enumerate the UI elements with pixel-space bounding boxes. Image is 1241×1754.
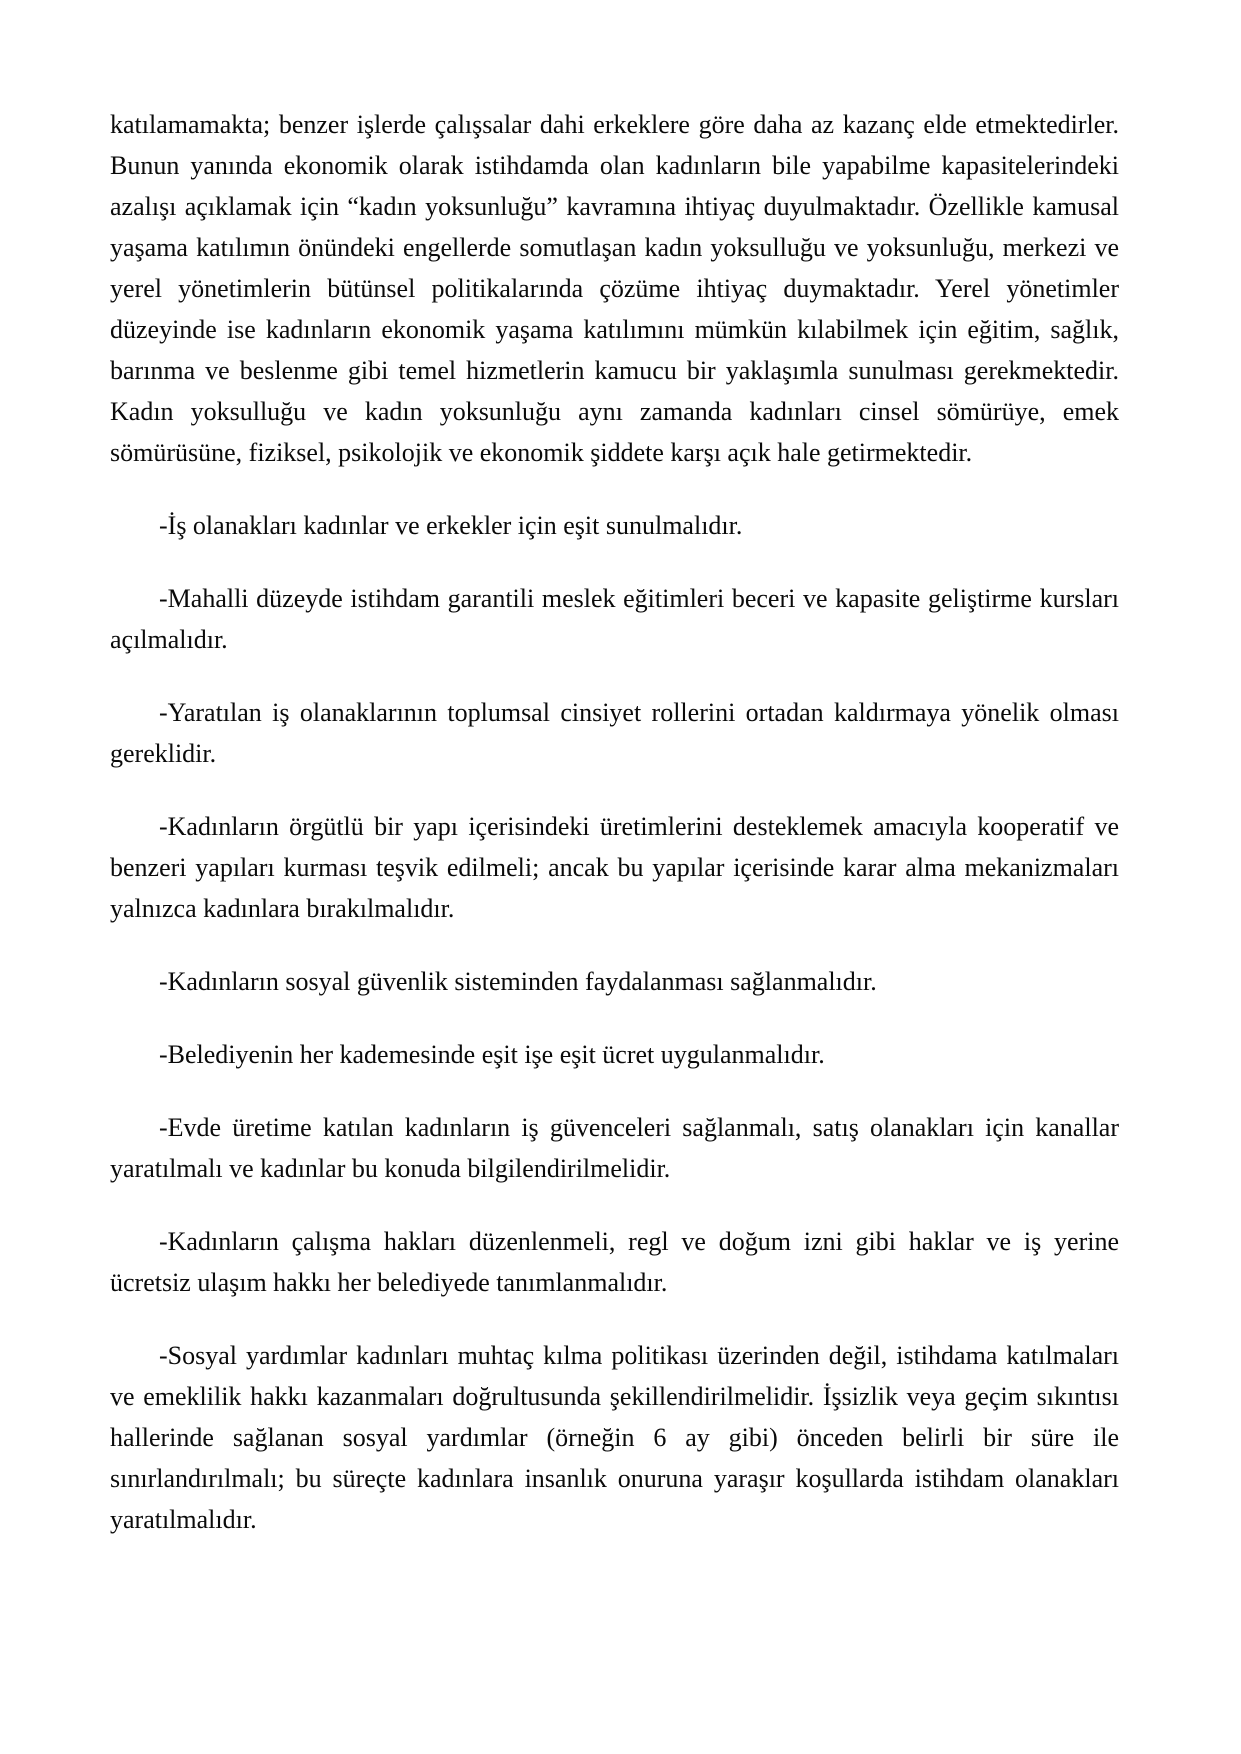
- list-item: -Kadınların sosyal güvenlik sisteminden faydalanması sağlanmalıdır.: [159, 967, 877, 996]
- body-paragraph: katılamamakta; benzer işlerde çalışsalar dahi erkeklere göre daha az kazanç elde etmektedirler. Bunun yanında ekonomik olarak istihdamda olan kadınların bile yapabilme kapasitelerindeki azalışı açıklamak için “kadın yoksunluğu” kavramına ihtiyaç duyulmaktadır. Özellikle kamusal yaşama katılımın önündeki engellerde somutlaşan kadın yoksulluğu ve yoksunluğu, merkezi ve yerel yönetimlerin bütünsel politikalarında çözüme ihtiyaç duymaktadır. Yerel yönetimler düzeyinde ise kadınların ekonomik yaşama katılımını mümkün kılabilmek için eğitim, sağlık, barınma ve beslenme gibi temel hizmetlerin kamucu bir yaklaşımla sunulması gerekmektedir. Kadın yoksulluğu ve kadın yoksunluğu aynı zamanda kadınları cinsel sömürüye, emek sömürüsüne, fiziksel, psikolojik ve ekonomik şiddete karşı açık hale getirmektedir.: [110, 110, 1119, 467]
- list-item: -İş olanakları kadınlar ve erkekler için eşit sunulmalıdır.: [159, 511, 743, 540]
- list-item: -Yaratılan iş olanaklarının toplumsal cinsiyet rollerini ortadan kaldırmaya yönelik olması gereklidir.: [110, 698, 1119, 768]
- list-item: -Evde üretime katılan kadınların iş güvenceleri sağlanmalı, satış olanakları için kanallar yaratılmalı ve kadınlar bu konuda bilgilendirilmelidir.: [110, 1113, 1119, 1183]
- list-item: -Kadınların çalışma hakları düzenlenmeli, regl ve doğum izni gibi haklar ve iş yerine ücretsiz ulaşım hakkı her belediyede tanımlanmalıdır.: [110, 1227, 1119, 1297]
- list-item: -Belediyenin her kademesinde eşit işe eşit ücret uygulanmalıdır.: [159, 1040, 825, 1069]
- list-item: -Kadınların örgütlü bir yapı içerisindeki üretimlerini desteklemek amacıyla kooperatif ve benzeri yapıları kurması teşvik edilmeli; ancak bu yapılar içerisinde karar alma mekanizmaları yalnızca kadınlara bırakılmalıdır.: [110, 812, 1119, 923]
- list-item: -Sosyal yardımlar kadınları muhtaç kılma politikası üzerinden değil, istihdama katılmaları ve emeklilik hakkı kazanmaları doğrultusunda şekillendirilmelidir. İşsizlik veya geçim sıkıntısı hallerinde sağlanan sosyal yardımlar (örneğin 6 ay gibi) önceden belirli bir süre ile sınırlandırılmalı; bu süreçte kadınlara insanlık onuruna yaraşır koşullarda istihdam olanakları yaratılmalıdır.: [110, 1341, 1119, 1534]
- list-item: -Mahalli düzeyde istihdam garantili meslek eğitimleri beceri ve kapasite geliştirme kursları açılmalıdır.: [110, 584, 1119, 654]
